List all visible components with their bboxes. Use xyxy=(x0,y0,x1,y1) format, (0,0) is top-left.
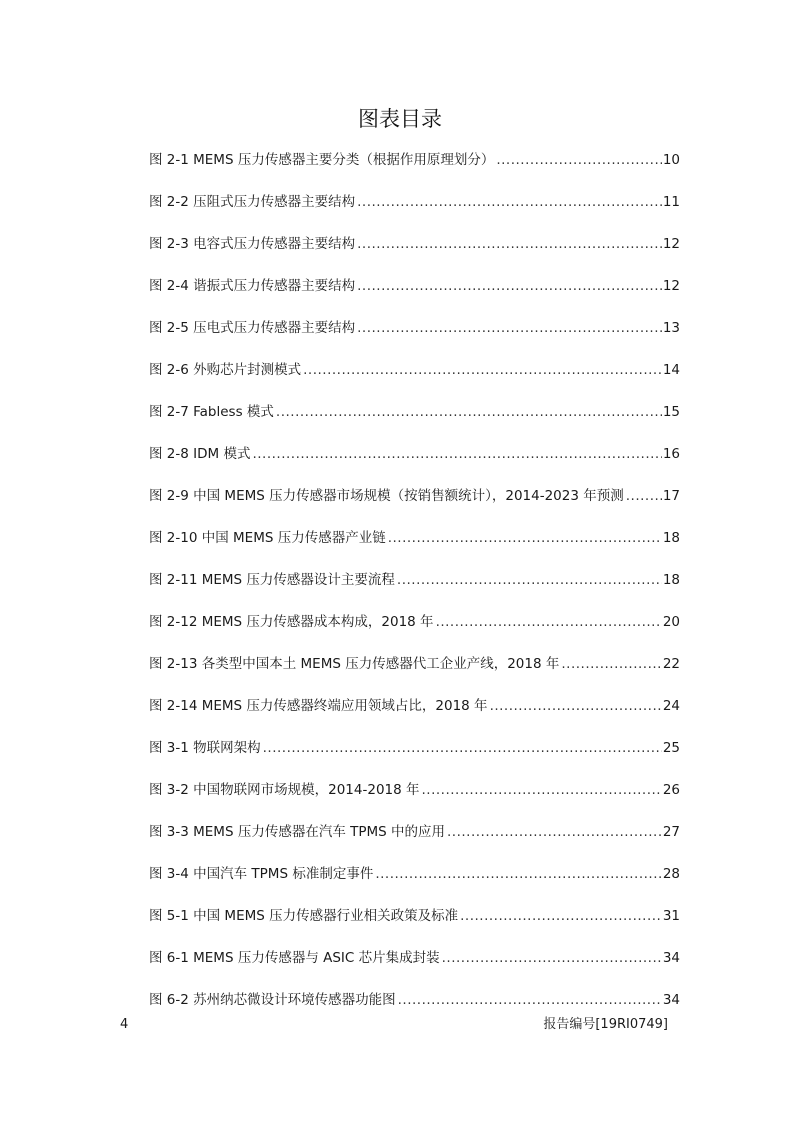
toc-entry-label: 图 2-10 中国 MEMS 压力传感器产业链 xyxy=(149,530,386,546)
toc-entry-page: 14 xyxy=(662,362,680,378)
page-title: 图表目录 xyxy=(358,107,442,131)
toc-entry-page: 34 xyxy=(662,950,680,966)
toc-entry-page: 22 xyxy=(662,656,680,672)
toc-entry-label: 图 3-4 中国汽车 TPMS 标准制定事件 xyxy=(149,866,374,882)
toc-entry-label: 图 2-5 压电式压力传感器主要结构 xyxy=(149,320,356,336)
toc-entry-page: 34 xyxy=(662,992,680,1008)
toc-entry[interactable] xyxy=(149,358,680,400)
toc-entry-page: 18 xyxy=(662,572,680,588)
toc-entry[interactable] xyxy=(149,232,680,274)
toc-dot-leader xyxy=(388,526,662,550)
toc-entry[interactable] xyxy=(149,400,680,442)
toc-entry-page: 12 xyxy=(662,278,680,294)
toc-dot-leader xyxy=(276,400,662,424)
toc-entry[interactable] xyxy=(149,694,680,736)
toc-entry-page: 27 xyxy=(662,824,680,840)
toc-entry-page: 20 xyxy=(662,614,680,630)
toc-entry-page: 26 xyxy=(662,782,680,798)
toc-entry-page: 11 xyxy=(662,194,680,210)
toc-entry[interactable] xyxy=(149,652,680,694)
toc-dot-leader xyxy=(561,652,661,676)
toc-entry[interactable] xyxy=(149,442,680,484)
toc-entry-page: 25 xyxy=(662,740,680,756)
toc-entry-page: 18 xyxy=(662,530,680,546)
page-number: 4 xyxy=(120,1017,129,1032)
toc-dot-leader xyxy=(263,736,662,760)
toc-dot-leader xyxy=(357,190,662,214)
toc-entry-label: 图 2-2 压阻式压力传感器主要结构 xyxy=(149,194,356,210)
toc-entry[interactable] xyxy=(149,904,680,946)
toc-dot-leader xyxy=(436,610,662,634)
toc-dot-leader xyxy=(460,904,662,928)
toc-entry-label: 图 3-1 物联网架构 xyxy=(149,740,261,756)
toc-dot-leader xyxy=(626,484,662,508)
toc-entry[interactable] xyxy=(149,736,680,778)
toc-entry[interactable] xyxy=(149,862,680,904)
toc-entry-page: 24 xyxy=(662,698,680,714)
toc-entry-label: 图 2-8 IDM 模式 xyxy=(149,446,251,462)
toc-dot-leader xyxy=(397,568,662,592)
toc-dot-leader xyxy=(422,778,662,802)
toc-entry-label: 图 6-2 苏州纳芯微设计环境传感器功能图 xyxy=(149,992,396,1008)
toc-entry[interactable] xyxy=(149,484,680,526)
toc-dot-leader xyxy=(398,988,662,1012)
toc-dot-leader xyxy=(252,442,661,466)
toc-entry-label: 图 6-1 MEMS 压力传感器与 ASIC 芯片集成封装 xyxy=(149,950,440,966)
toc-entry[interactable] xyxy=(149,190,680,232)
toc-entry-label: 图 2-6 外购芯片封测模式 xyxy=(149,362,302,378)
toc-entry[interactable] xyxy=(149,148,680,190)
toc-entry[interactable] xyxy=(149,274,680,316)
toc-dot-leader xyxy=(442,946,662,970)
toc-entry-page: 28 xyxy=(662,866,680,882)
toc-dot-leader xyxy=(490,694,662,718)
toc-dot-leader xyxy=(496,148,661,172)
toc-entry[interactable] xyxy=(149,568,680,610)
toc-entry-label: 图 2-12 MEMS 压力传感器成本构成，2018 年 xyxy=(149,614,434,630)
toc-entry-label: 图 2-1 MEMS 压力传感器主要分类（根据作用原理划分） xyxy=(149,152,495,168)
toc-entry-label: 图 5-1 中国 MEMS 压力传感器行业相关政策及标准 xyxy=(149,908,459,924)
toc-entry-page: 31 xyxy=(662,908,680,924)
toc-entry[interactable] xyxy=(149,610,680,652)
toc-entry-label: 图 3-2 中国物联网市场规模，2014-2018 年 xyxy=(149,782,420,798)
toc-entry-label: 图 2-11 MEMS 压力传感器设计主要流程 xyxy=(149,572,395,588)
table-of-figures xyxy=(149,148,680,1030)
toc-entry[interactable] xyxy=(149,316,680,358)
toc-dot-leader xyxy=(357,232,662,256)
toc-dot-leader xyxy=(357,316,662,340)
toc-entry-page: 13 xyxy=(662,320,680,336)
toc-dot-leader xyxy=(357,274,662,298)
toc-entry-label: 图 2-4 谐振式压力传感器主要结构 xyxy=(149,278,356,294)
toc-entry[interactable] xyxy=(149,526,680,568)
toc-entry-page: 10 xyxy=(662,152,680,168)
toc-entry-label: 图 2-13 各类型中国本土 MEMS 压力传感器代工企业产线，2018 年 xyxy=(149,656,560,672)
toc-entry[interactable] xyxy=(149,778,680,820)
toc-entry-page: 15 xyxy=(662,404,680,420)
toc-entry-page: 16 xyxy=(662,446,680,462)
toc-dot-leader xyxy=(303,358,662,382)
toc-entry[interactable] xyxy=(149,946,680,988)
toc-entry-label: 图 2-14 MEMS 压力传感器终端应用领域占比，2018 年 xyxy=(149,698,488,714)
toc-entry-page: 12 xyxy=(662,236,680,252)
toc-entry-page: 17 xyxy=(662,488,680,504)
toc-dot-leader xyxy=(447,820,662,844)
toc-entry[interactable] xyxy=(149,820,680,862)
toc-entry-label: 图 2-7 Fabless 模式 xyxy=(149,404,274,420)
toc-dot-leader xyxy=(375,862,661,886)
toc-entry-label: 图 3-3 MEMS 压力传感器在汽车 TPMS 中的应用 xyxy=(149,824,446,840)
report-id: 报告编号[19RI0749] xyxy=(543,1017,668,1032)
toc-entry-label: 图 2-3 电容式压力传感器主要结构 xyxy=(149,236,356,252)
toc-entry-label: 图 2-9 中国 MEMS 压力传感器市场规模（按销售额统计），2014-2023 年预测 xyxy=(149,488,624,504)
